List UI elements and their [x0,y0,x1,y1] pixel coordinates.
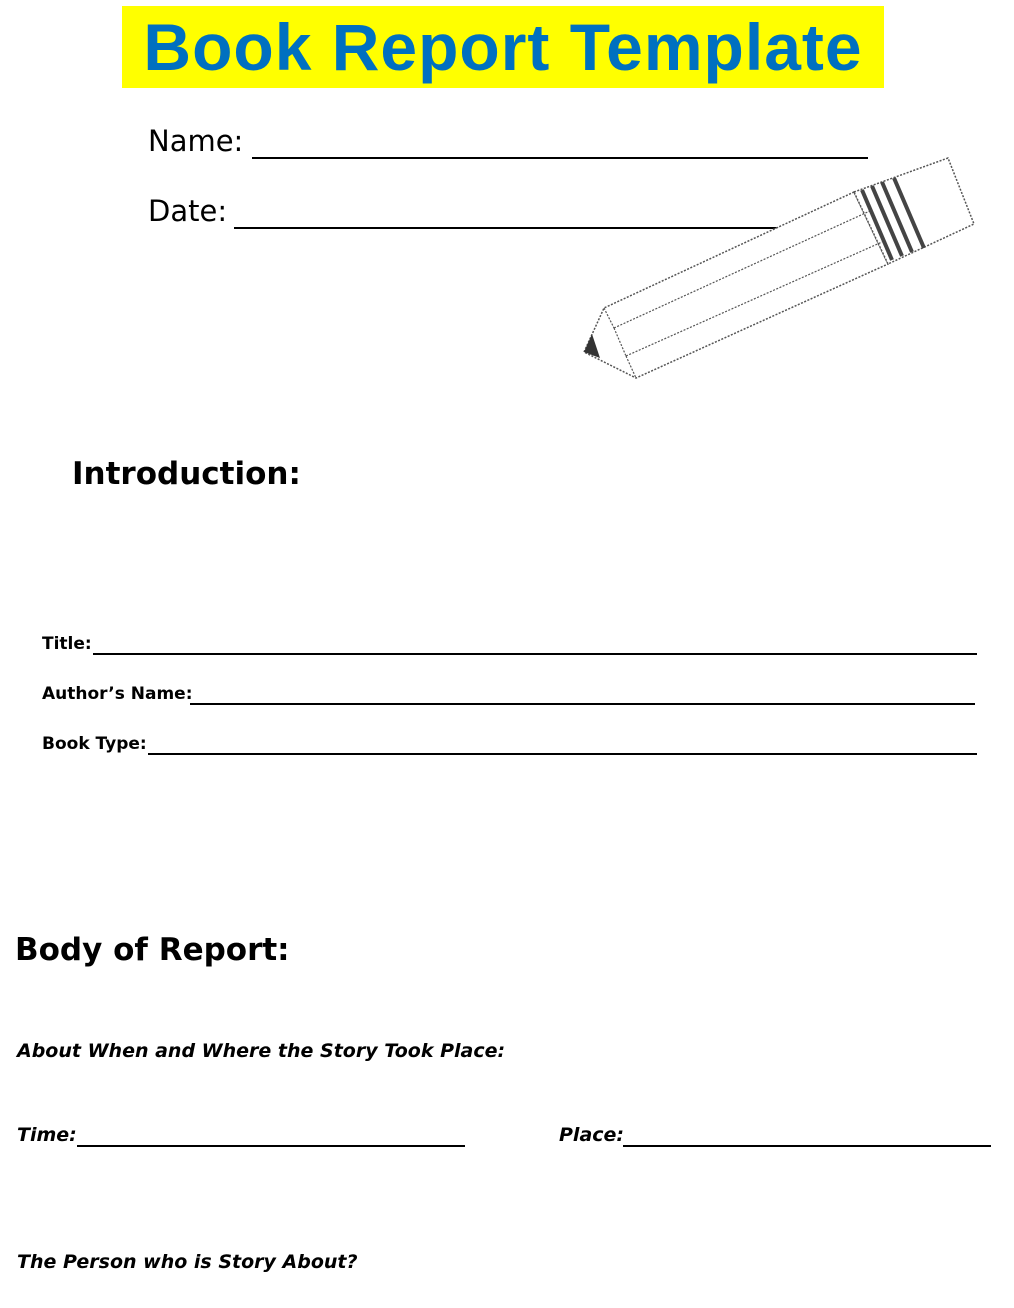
title-label: Title: [42,634,92,654]
time-label: Time: [17,1124,77,1146]
date-label: Date: [148,194,228,228]
when-where-prompt: About When and Where the Story Took Place: [17,1040,506,1062]
person-prompt: The Person who is Story About? [17,1251,358,1273]
book-type-field[interactable] [148,753,977,755]
title-field[interactable] [93,653,977,655]
place-label: Place: [559,1124,625,1146]
place-field[interactable] [623,1145,991,1147]
body-heading: Body of Report: [15,932,290,968]
time-field[interactable] [77,1145,465,1147]
book-type-label: Book Type: [42,734,147,754]
introduction-heading: Introduction: [72,456,301,492]
author-label: Author’s Name: [42,684,193,704]
name-label: Name: [148,124,244,158]
pencil-icon [570,150,980,385]
page-title: Book Report Template [143,10,863,84]
author-field[interactable] [190,703,975,705]
title-banner [122,6,884,88]
